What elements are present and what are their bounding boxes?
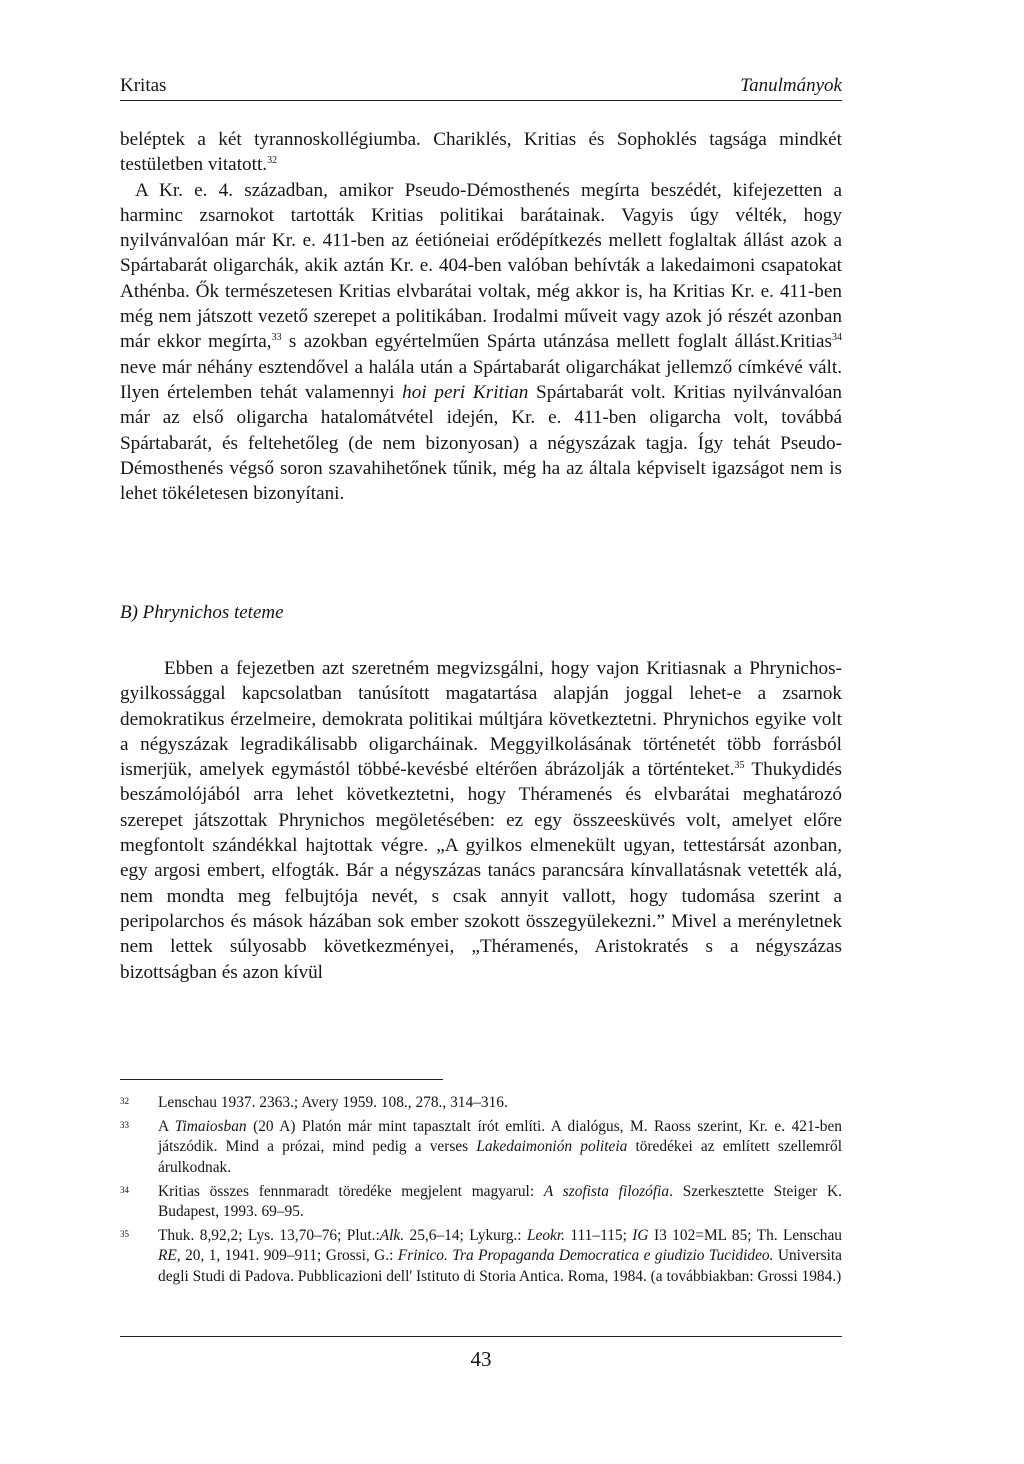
italic-phrase: hoi peri Kritian: [402, 381, 529, 403]
footnote-ref-32[interactable]: 32: [267, 155, 278, 167]
paragraph-1: beléptek a két tyrannoskollégiumba. Chariklés, Kritias és Sophoklés tagsága mindkét testületben vitatott.$^{32}$: [120, 129, 842, 176]
footnote-33: [120, 1117, 842, 1178]
footnote-32: [120, 1093, 842, 1113]
page-number: 43: [470, 1347, 492, 1371]
footnote-number: 35: [120, 1229, 129, 1240]
header-author: Kritas: [120, 75, 167, 96]
footnote-text: Lenschau 1937. 2363.; Avery 1959. 108., 278., 314–316.: [158, 1094, 508, 1111]
footnote-34: [120, 1182, 842, 1222]
footnote-ref-33[interactable]: 33: [271, 332, 282, 344]
header-rule: [120, 100, 842, 101]
footnote-number: 32: [120, 1096, 129, 1106]
running-header: [120, 74, 842, 98]
header-section: Tanulmányok: [740, 75, 842, 96]
paragraph-3: Ebben a fejezetben azt szeretném megvizsgálni, hogy vajon Kritiasnak a Phrynichos-gyilkossággal kapcsolatban tanúsított magatartása alapján joggal lehet-e a zsarnok demokratikus érzelmeire, demokrata politikai múltjára következtetni. Phrynichos egyike volt a négyszázak legradikálisabb oligarcháinak. Meggyilkolásának történetét több forrásból ismerjük, amelyek egymástól többé-kevésbé eltérően ábrázolják a történteket.$^{35}$ Thukydidés beszámolójából arra lehet következtetni, hogy Théramenés és elvbarátai meghatározó szerepet játszottak Phrynichos megöletésében: ez egy összeesküvés volt, amelyet előre megfontolt szándékkal hajtottak végre. „A gyilkos elmenekült ugyan, tettestársát azonban, egy argosi embert, elfogták. Bár a négyszázas tanács parancsára kínvallatásnak vetették alá, nem mondta meg felbujtója nevét, s csak annyit vallott, hogy tudomása szerint a peripolarchos és mások házában sok ember szokott összegyülekezni.” Mivel a merényletnek nem lettek súlyosabb következményei, „Théramenés, Aristokratés s a négyszázas bizottságban és azon kívül: [120, 658, 842, 983]
footnote-number: 33: [120, 1120, 129, 1131]
body-text-section-b: [120, 656, 842, 985]
footnote-separator: [120, 1079, 443, 1080]
footnote-text: Kritias összes fennmaradt töredéke megjelent magyarul: A szofista filozófia. Szerkesztette Steiger K. Budapest, 1993. 69–95.: [158, 1182, 842, 1221]
paragraph-2: A Kr. e. 4. században, amikor Pseudo-Démosthenés megírta beszédét, kifejezetten a harminc zsarnokot tartották Kritias politikai barátainak. Vagyis úgy vélték, hogy nyilvánvalóan már Kr. e. 411-ben az éetióneiai erődépítkezés mellett foglaltak állást azok a Spártabarát oligarchák, akik aztán Kr. e. 404-ben valóban behívták a lakedaimoni csapatokat Athénba. Ők természetesen Kritias elvbarátai voltak, még akkor is, ha Kritias Kr. e. 411-ben még nem játszott vezető szerepet a politikában. Irodalmi műveit vagy azok jó részét azonban már ekkor megírta,$^{33}$ s azokban egyértelműen Spárta utánzása mellett foglalt állást.Kritias$^{34}$ neve már néhány esztendővel a halála után a Spártabarát oligarchákat jellemző címkévé vált. Ilyen értelemben tehát valamennyi hoi peri Kritian Spártabarát volt. Kritias nyilvánvalóan már az első oligarcha hatalomátvétel idején, Kr. e. 411-ben oligarcha volt, továbbá Spártabarát, és feltehetőleg (de nem bizonyosan) a négyszázak tagja. Így tehát Pseudo-Démosthenés végső soron szavahihetőnek tűnik, még ha az általa képviselt igazságot nem is lehet tökéletesen bizonyítani.: [120, 179, 843, 505]
body-text-top: [120, 127, 842, 506]
footnote-35: [120, 1226, 842, 1287]
footer-rule: [120, 1336, 842, 1337]
footnote-number: 34: [120, 1184, 129, 1195]
footnote-text: Thuk. 8,92,2; Lys. 13,70–76; Plut.:Alk. 25,6–14; Lykurg.: Leokr. 111–115; IG I3 102=ML 85; Th. Lenschau RE, 20, 1, 1941. 909–911; Grossi, G.: Frinico. Tra Propaganda Democratica e giudizio Tucidideo. Universita degli Studi di Padova. Pubblicazioni dell' Istituto di Storia Antica. Roma, 1984. (a továbbiakban: Grossi 1984.): [158, 1227, 842, 1285]
footnotes: [120, 1093, 842, 1291]
section-heading: B) Phrynichos teteme: [120, 602, 284, 623]
footnote-text: A Timaiosban (20 A) Platón már mint tapasztalt írót említi. A dialógus, M. Raoss szerint, Kr. e. 421-ben játszódik. Mind a prózai, mind pedig a verses Lakedaimonión politeia töredékei az említett szellemről árulkodnak.: [158, 1118, 842, 1176]
footnote-ref-35[interactable]: 35: [734, 760, 745, 772]
footnote-ref-34[interactable]: 34: [832, 332, 842, 344]
